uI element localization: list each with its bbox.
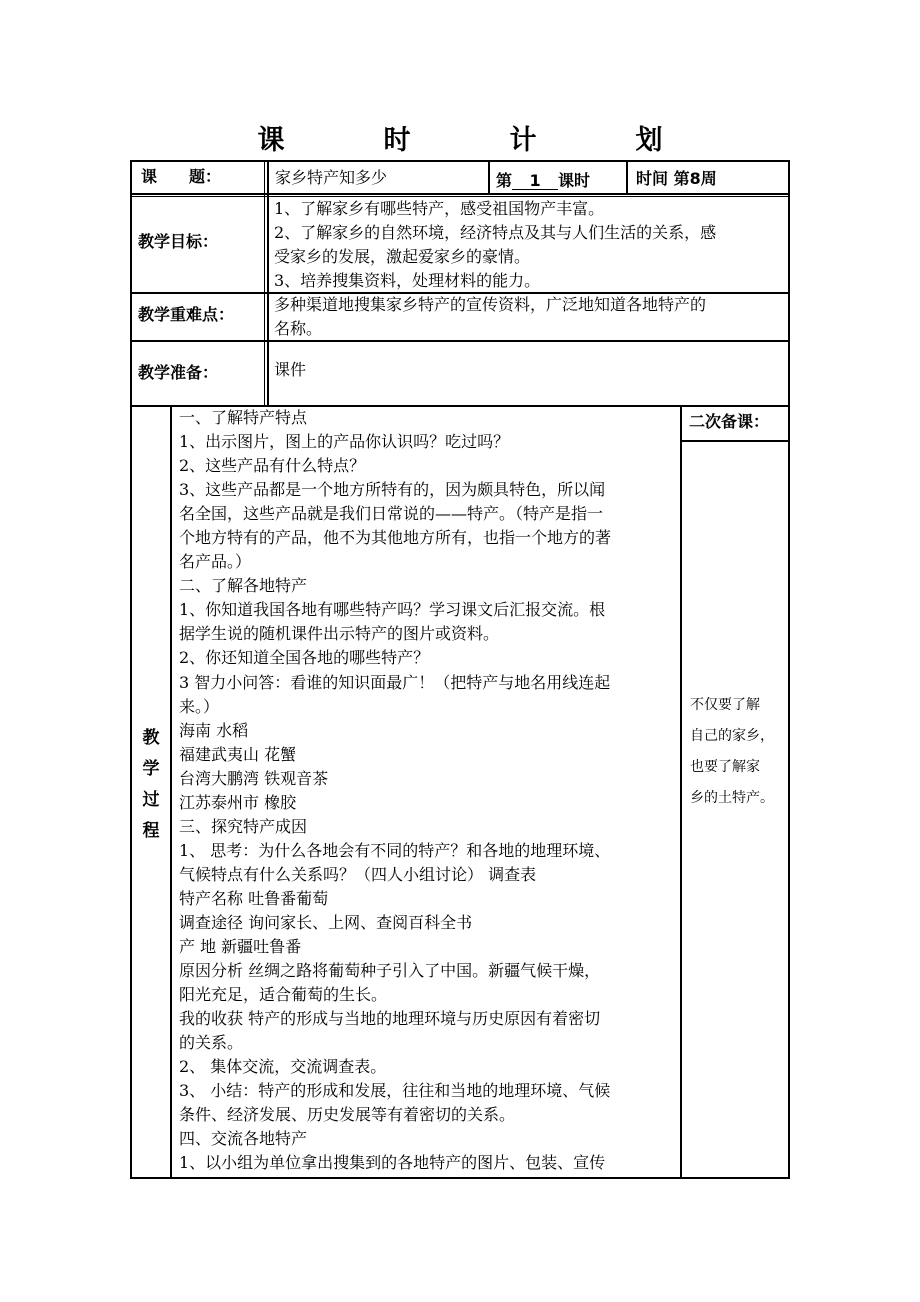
goal-line: 1、了解家乡有哪些特产，感受祖国物产丰富。 [274,199,605,218]
process-label-char: 学 [142,759,160,779]
lesson-number: 1 [512,173,558,190]
process-line: 1、以小组为单位拿出搜集到的各地特产的图片、包装、宣传 [179,1153,606,1173]
process-line: 1、你知道我国各地有哪些特产吗？学习课文后汇报交流。根 [179,600,606,620]
process-line: 一、了解特产特点 [179,408,308,427]
lesson-number-field [496,168,590,191]
note-line: 不仅要了解 [690,697,760,713]
process-label [132,723,170,847]
goal-line: 2、了解家乡的自然环境，经济特点及其与人们生活的关系，感 [274,223,717,243]
process-line: 3、 小结：特产的形成和发展，往往和当地的地理环境、气候 [179,1081,611,1101]
process-line: 三、探究特产成因 [179,816,308,836]
process-line: 福建武夷山 花蟹 [179,744,297,764]
process-line: 条件、经济发展、历史发展等有着密切的关系。 [179,1105,516,1125]
process-line: 四、交流各地特产 [179,1129,308,1149]
process-line: 的关系。 [179,1033,244,1053]
key-points-label: 教学重难点： [138,305,235,324]
process-line: 据学生说的随机课件出示特产的图片或资料。 [179,624,500,644]
key-point-line: 名称。 [274,319,323,339]
process-line: 二、了解各地特产 [179,576,308,596]
process-line: 海南 水稻 [179,720,249,740]
process-line: 1、 思考：为什么各地会有不同的特产？和各地的地理环境、 [179,840,611,860]
lesson-prefix: 第 [496,171,513,190]
process-label-char: 过 [142,790,160,810]
process-line: 产 地 新疆吐鲁番 [179,937,302,957]
time-label: 时间 第8周 [636,169,717,188]
process-line: 阳光充足，适合葡萄的生长。 [179,985,388,1005]
preparation-label: 教学准备： [138,363,219,382]
process-label-char: 教 [142,728,160,748]
goals-text [274,197,716,293]
process-line: 名产品。） [179,552,252,572]
goal-line: 3、培养搜集资料，处理材料的能力。 [274,271,541,291]
goal-line: 受家乡的发展，激起爱家乡的豪情。 [274,247,531,267]
process-line: 1、出示图片，图上的产品你认识吗？吃过吗？ [179,432,510,452]
process-line: 我的收获 特产的形成与当地的地理环境与历史原因有着密切 [179,1009,601,1029]
process-line: 特产名称 吐鲁番葡萄 [179,888,329,908]
process-line: 2、这些产品有什么特点？ [179,456,366,476]
process-label-char: 程 [142,821,160,841]
process-line: 气候特点有什么关系吗？（四人小组讨论） 调查表 [179,864,537,884]
goals-label: 教学目标： [138,232,219,251]
key-points-text [274,293,706,341]
process-line: 江苏泰州市 橡胶 [179,792,297,812]
second-prep-note [690,690,774,814]
process-line: 调查途径 询问家长、上网、查阅百科全书 [179,912,473,932]
note-line: 乡的土特产。 [690,790,774,806]
note-line: 也要了解家 [690,759,760,775]
page-title: 课 时 计 划 [257,125,699,156]
note-line: 自己的家乡， [690,728,774,744]
preparation-value: 课件 [274,360,307,379]
topic-value: 家乡特产知多少 [275,168,388,187]
second-prep-label: 二次备课： [689,412,770,431]
process-line: 台湾大鹏湾 铁观音茶 [179,768,329,788]
process-line: 3、这些产品都是一个地方所特有的，因为颇具特色，所以闻 [179,480,606,500]
process-line: 个地方特有的产品，他不为其他地方所有，也指一个地方的著 [179,528,612,548]
lesson-suffix: 课时 [558,171,591,190]
process-body [179,406,611,1176]
process-line: 3 智力小问答：看谁的知识面最广！（把特产与地名用线连起 [179,672,611,692]
key-point-line: 多种渠道地搜集家乡特产的宣传资料，广泛地知道各地特产的 [274,295,707,314]
process-line: 2、 集体交流，交流调查表。 [179,1057,387,1077]
process-line: 来。） [179,696,220,716]
process-line: 原因分析 丝绸之路将葡萄种子引入了中国。新疆气候干燥， [179,961,601,981]
process-line: 2、你还知道全国各地的哪些特产？ [179,648,430,668]
process-line: 名全国，这些产品就是我们日常说的——特产。（特产是指一 [179,504,604,524]
topic-label: 课 题： [141,167,222,186]
